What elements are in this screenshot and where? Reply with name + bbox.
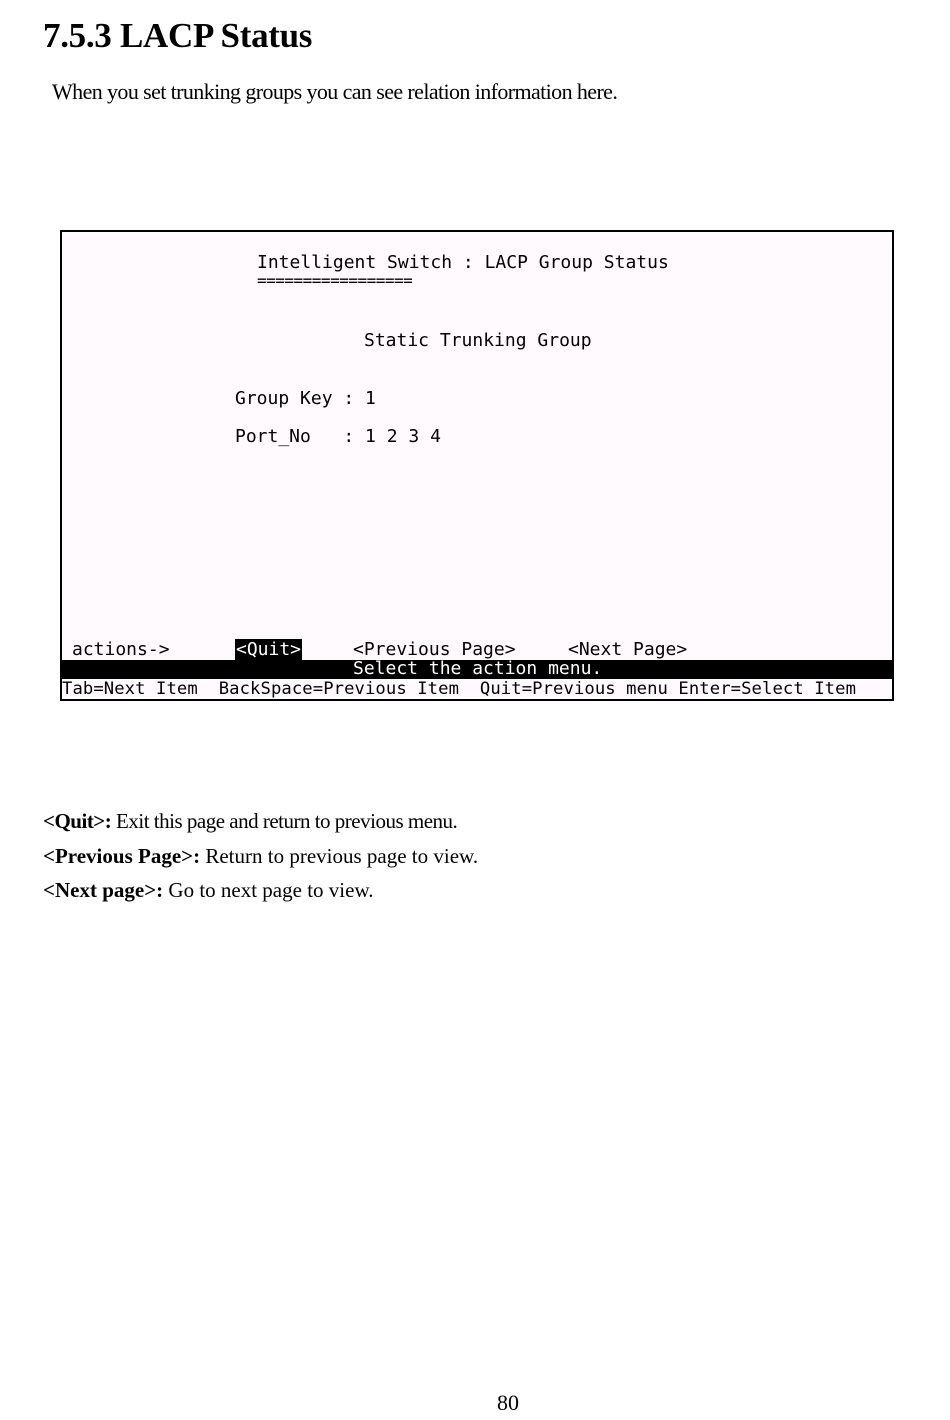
- terminal-title: Intelligent Switch : LACP Group Status: [257, 252, 669, 273]
- terminal-screenshot: [60, 230, 894, 701]
- group-key-line: Group Key : 1: [235, 388, 376, 409]
- status-message: Select the action menu.: [353, 658, 603, 679]
- intro-text: When you set trunking groups you can see relation information here.: [52, 79, 618, 104]
- actions-label: actions->: [72, 639, 170, 660]
- description-quit: [43, 808, 457, 834]
- terminal-title-underline: =================: [257, 271, 413, 290]
- description-previous-page: [43, 843, 478, 869]
- description-term: <Next page>:: [43, 878, 164, 902]
- port-no-line: Port_No : 1 2 3 4: [235, 426, 441, 447]
- page-number: 80: [497, 1390, 519, 1415]
- description-text: Exit this page and return to previous menu.: [111, 809, 458, 833]
- next-page-button[interactable]: <Next Page>: [568, 639, 688, 660]
- description-term: <Previous Page>:: [43, 844, 201, 868]
- group-heading: Static Trunking Group: [364, 330, 592, 351]
- quit-button[interactable]: <Quit>: [236, 639, 302, 660]
- help-line: Tab=Next Item BackSpace=Previous Item Quit=Previous menu Enter=Select Item: [62, 679, 857, 699]
- description-text: Go to next page to view.: [163, 878, 374, 902]
- description-next-page: [43, 877, 374, 903]
- description-text: Return to previous page to view.: [200, 844, 479, 868]
- description-term: <Quit>:: [43, 809, 112, 833]
- section-title: 7.5.3 LACP Status: [43, 16, 313, 55]
- status-bar: [62, 660, 892, 679]
- previous-page-button[interactable]: <Previous Page>: [353, 639, 516, 660]
